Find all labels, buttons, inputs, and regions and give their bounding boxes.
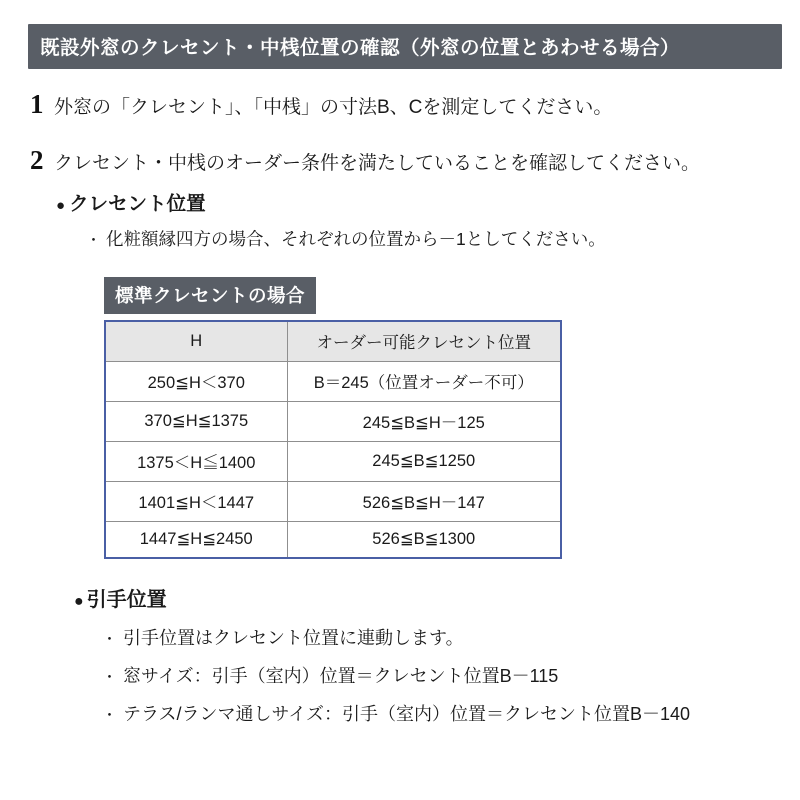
bullet-dot-icon: ● [56,197,66,215]
table-title: 標準クレセントの場合 [104,277,316,314]
section-header-banner: 既設外窓のクレセント・中桟位置の確認（外窓の位置とあわせる場合） [28,24,782,69]
handle-position-note-2 [102,662,778,688]
table-header-h: H [105,321,287,362]
handle-position-title: 引手位置 [86,589,167,612]
table-row [105,362,561,402]
bullet-tick-icon: ・ [102,631,118,649]
table-cell-position: 245≦B≦H－125 [287,402,561,442]
crescent-position-note-text: 化粧額縁四方の場合、それぞれの位置から－1としてください。 [106,229,606,250]
table-cell-h: 250≦H＜370 [105,362,287,402]
table-row [105,482,561,522]
table-cell-position: B＝245（位置オーダー不可） [287,362,561,402]
step-1-text: 外窓の「クレセント」、「中桟」の寸法B、Cを測定してください。 [54,97,613,118]
handle-position-heading [74,583,778,612]
table-cell-position: 245≦B≦1250 [287,442,561,482]
table-header-row [105,321,561,362]
table-row [105,522,561,559]
crescent-position-label: クレセント位置 [69,193,206,216]
handle-position-note-3 [102,700,778,726]
step-2 [30,144,778,177]
crescent-position-bullet [56,188,778,216]
handle-position-note-1-text: 引手位置はクレセント位置に連動します。 [123,628,464,649]
table-cell-h: 1447≦H≦2450 [105,522,287,559]
table-cell-h: 370≦H≦1375 [105,402,287,442]
bullet-tick-icon: ・ [102,707,118,725]
table-cell-h: 1375＜H≦1400 [105,442,287,482]
step-1-number: 1 [30,89,44,119]
step-2-number: 2 [30,144,44,175]
step-2-text: クレセント・中桟のオーダー条件を満たしていることを確認してください。 [54,152,701,174]
table-row [105,442,561,482]
standard-crescent-table-block [104,277,560,559]
step-1 [30,91,778,121]
table-cell-position: 526≦B≦1300 [287,522,561,559]
bullet-dot-icon: ● [74,593,84,611]
crescent-position-note [86,226,778,251]
handle-position-note-2-text: 窓サイズ：引手（室内）位置＝クレセント位置B－115 [123,666,559,687]
table-cell-position: 526≦B≦H－147 [287,482,561,522]
table-cell-h: 1401≦H＜1447 [105,482,287,522]
bullet-tick-icon: ・ [86,232,102,250]
table-row [105,402,561,442]
bullet-tick-icon: ・ [102,669,118,687]
table-header-position: オーダー可能クレセント位置 [287,321,561,362]
handle-position-note-1 [102,624,778,650]
crescent-table [104,320,562,559]
handle-position-note-3-text: テラス/ランマ通しサイズ：引手（室内）位置＝クレセント位置B－140 [123,704,691,725]
handle-position-section [22,583,778,726]
